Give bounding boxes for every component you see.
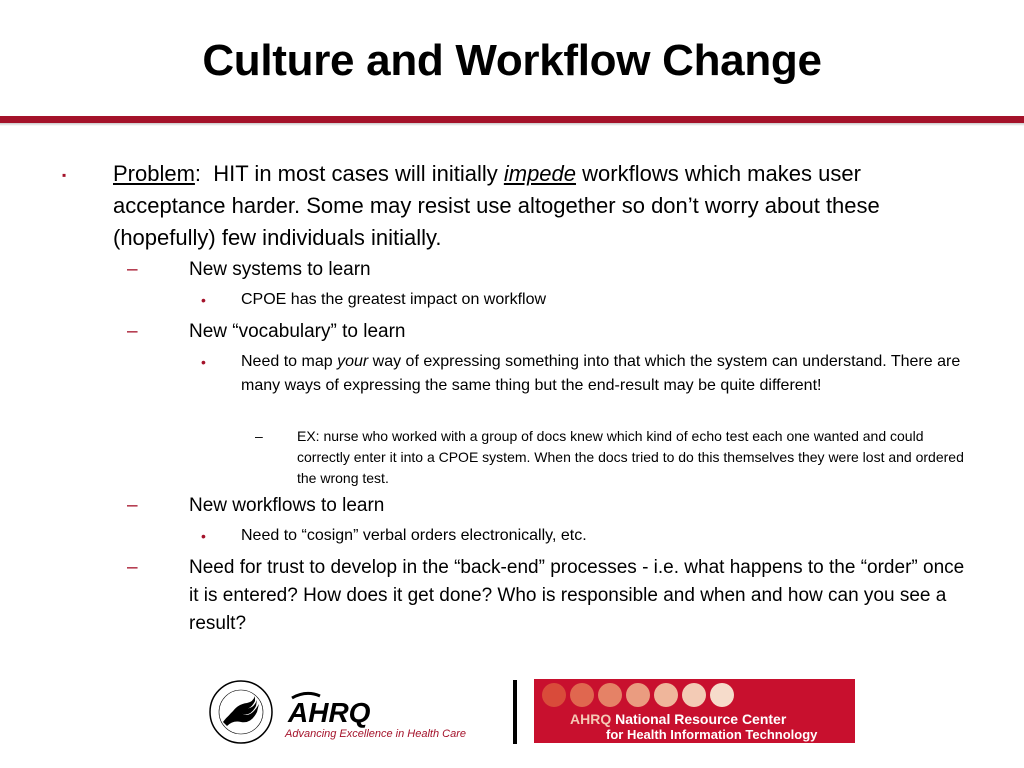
item-trust: Need for trust to develop in the “back-end” processes - i.e. what happens to the “order” once it is entered? How does it get done? Who is responsible and when and how can you see a result? — [189, 557, 965, 634]
dot-marker: • — [201, 354, 206, 370]
nrc-dot — [654, 683, 678, 707]
item-cosign: Need to “cosign” verbal orders electronically, etc. — [241, 527, 587, 544]
item-new-systems: New systems to learn — [189, 259, 371, 280]
dash-marker: – — [127, 259, 138, 280]
bullet-square: ▪ — [62, 168, 67, 182]
nrc-subtitle: for Health Information Technology — [606, 727, 818, 742]
nrc-dot — [598, 683, 622, 707]
item-example: EX: nurse who worked with a group of docs knew which kind of echo test each one wanted and could correctly enter it into a CPOE system. When the docs tried to do this themselves they were lost and ordered the wrong test. — [297, 428, 964, 486]
problem-label: Problem — [113, 161, 195, 186]
nrc-dots — [542, 683, 738, 707]
dash-marker: – — [127, 557, 138, 578]
nrc-title-rest: National Resource Center — [615, 711, 787, 727]
nrc-title-prefix: AHRQ — [570, 711, 612, 727]
item-new-vocabulary: New “vocabulary” to learn — [189, 321, 406, 342]
problem-impede: impede — [503, 161, 577, 186]
title-rule-shadow — [0, 123, 1024, 126]
nrc-banner — [534, 679, 855, 743]
slide-title: Culture and Workflow Change — [202, 36, 822, 85]
small-dash-marker: – — [255, 428, 263, 444]
nrc-dot — [710, 683, 734, 707]
ahrq-tagline: Advancing Excellence in Health Care — [285, 728, 466, 740]
item-new-workflows: New workflows to learn — [189, 495, 385, 516]
item-cpoe-impact: CPOE has the greatest impact on workflow — [241, 291, 547, 308]
ahrq-logo-text: AHRQ — [288, 697, 371, 728]
nrc-title — [570, 711, 786, 727]
dot-marker: • — [201, 528, 206, 544]
dash-marker: – — [127, 495, 138, 516]
nrc-dot — [570, 683, 594, 707]
dash-marker: – — [127, 321, 138, 342]
problem-text-1: HIT in most cases will initially — [213, 161, 498, 186]
dot-marker: • — [201, 292, 206, 308]
map-your: your — [337, 353, 369, 370]
problem-colon: : — [194, 161, 202, 186]
problem-text-2: workflows which makes user acceptance harder. Some may resist use altogether so don’t worry about these (hopefully) few individuals initially. — [113, 161, 880, 250]
title-rule — [0, 116, 1024, 123]
hhs-seal-icon — [207, 678, 275, 746]
footer — [0, 670, 1024, 768]
map-text-1: Need to map — [241, 353, 333, 370]
item-map-vocabulary — [241, 350, 971, 398]
map-text-2: way of expressing something into that which the system can understand. There are many ways of expressing the same thing but the end-result may be quite different! — [241, 353, 961, 394]
ahrq-logo-icon — [286, 688, 391, 728]
problem-paragraph — [113, 158, 943, 254]
nrc-dot — [542, 683, 566, 707]
nrc-dot — [626, 683, 650, 707]
footer-divider — [513, 680, 517, 744]
nrc-dot — [682, 683, 706, 707]
